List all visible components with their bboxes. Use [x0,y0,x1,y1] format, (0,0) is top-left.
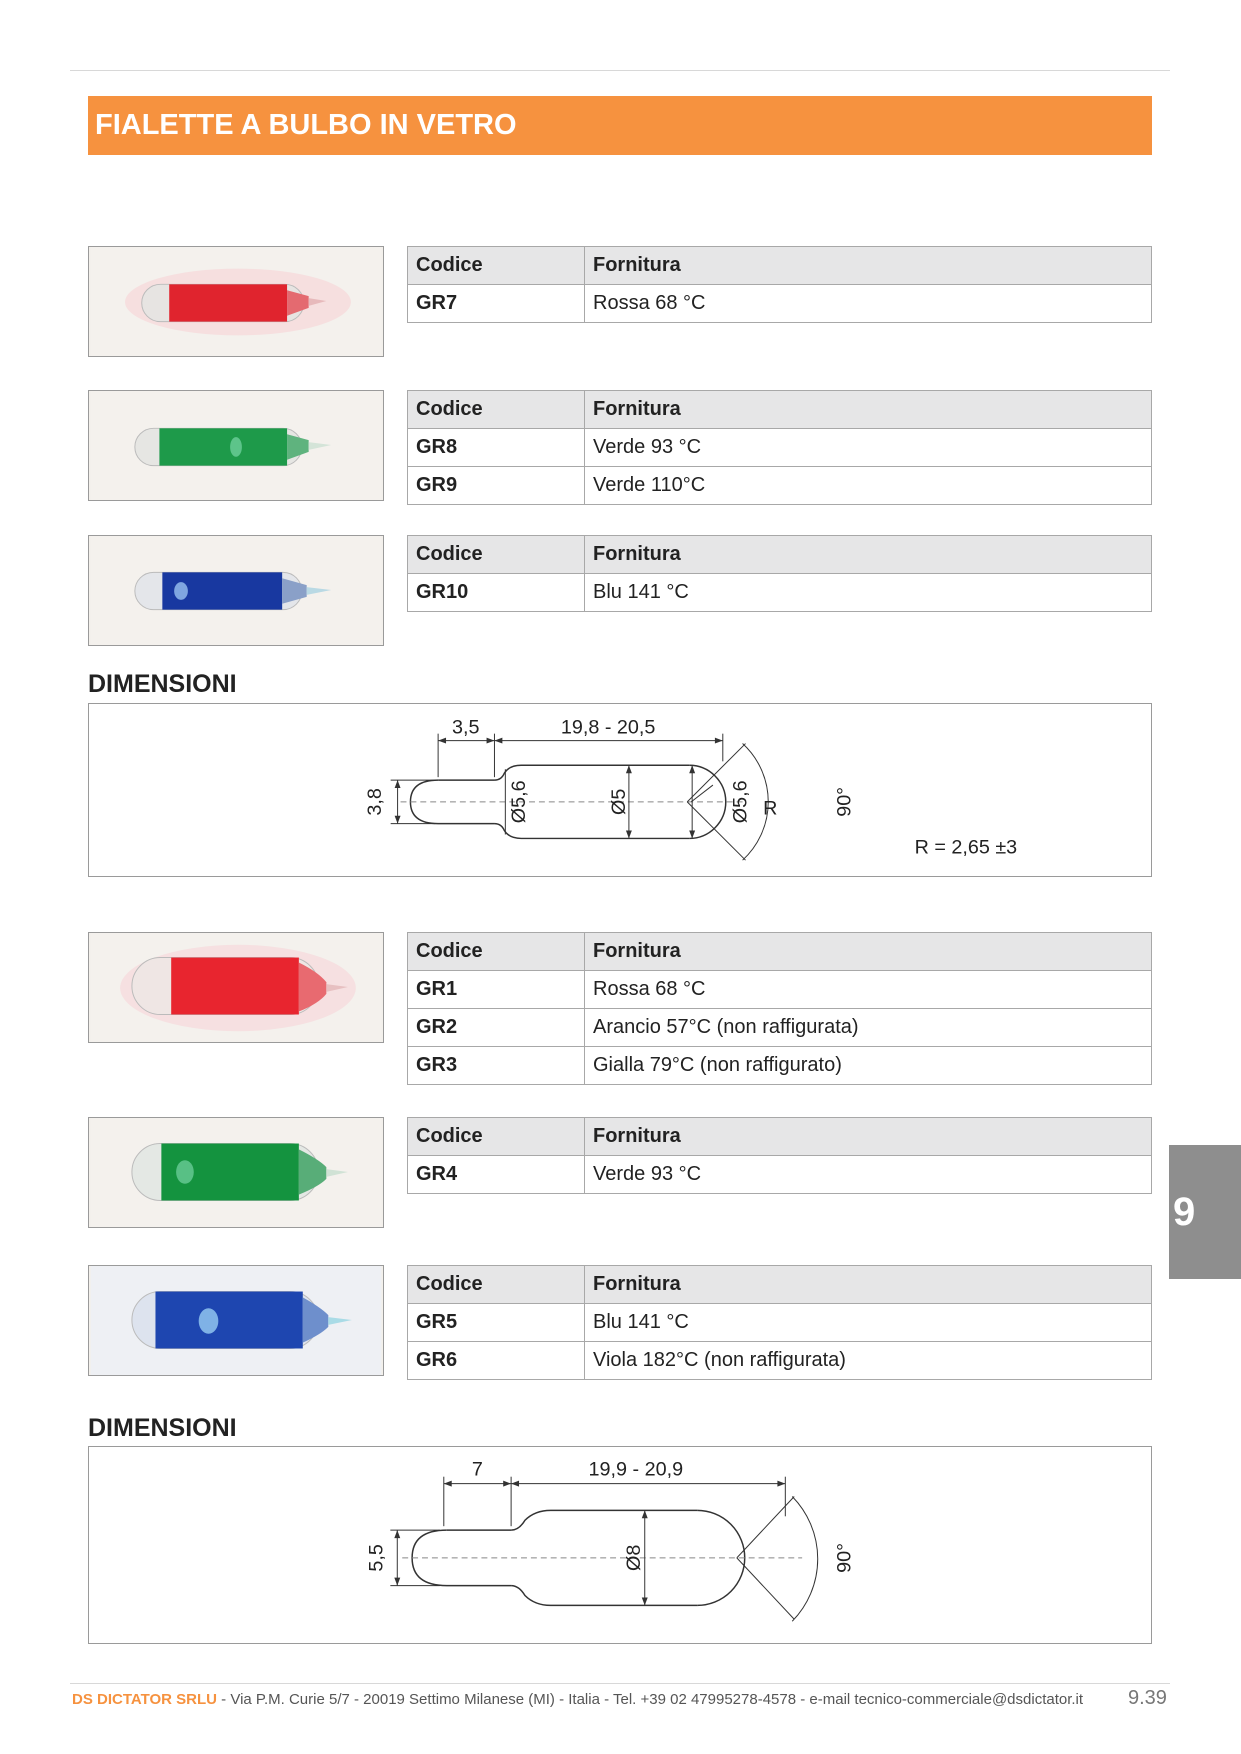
product-code: GR7 [408,285,585,323]
vial-image [89,1118,383,1227]
table-row [408,429,1152,467]
product-code: GR3 [408,1047,585,1085]
dim-neck-diameter: 5,5 [365,1544,388,1572]
header-supply: Fornitura [585,1118,1152,1156]
table-row [408,1009,1152,1047]
technical-drawing [89,704,1151,876]
vial-photo-blue-large [88,1265,384,1376]
section-title: FIALETTE A BULBO IN VETRO [88,96,1152,155]
product-supply: Rossa 68 °C [585,285,1152,323]
product-supply: Blu 141 °C [585,574,1152,612]
table-row [408,971,1152,1009]
vial-image [89,247,383,356]
product-supply: Gialla 79°C (non raffigurato) [585,1047,1152,1085]
vial-image [89,933,383,1042]
product-supply: Verde 93 °C [585,429,1152,467]
table-row [408,1342,1152,1380]
vial-photo-green-small [88,390,384,501]
table-row [408,285,1152,323]
spec-table-gr10 [407,535,1152,612]
header-supply: Fornitura [585,391,1152,429]
chapter-tab [1169,1145,1241,1279]
company-address: - Via P.M. Curie 5/7 - 20019 Settimo Milanese (MI) - Italia - Tel. +39 02 47995278-4578 - e-mail tecnico-commerciale@dsdictator.it [217,1691,1084,1708]
spec-table-gr8-gr9 [407,390,1152,505]
dim-angle: 90° [833,786,856,817]
dim-angle: 90° [833,1542,856,1573]
company-name: DS DICTATOR SRLU [72,1691,217,1708]
table-row [408,1304,1152,1342]
dim-body-length: 19,8 - 20,5 [560,716,656,739]
technical-drawing [89,1447,1151,1643]
product-code: GR6 [408,1342,585,1380]
header-supply: Fornitura [585,1266,1152,1304]
header-supply: Fornitura [585,247,1152,285]
header-code: Codice [408,536,585,574]
product-supply: Blu 141 °C [585,1304,1152,1342]
dim-neck-diameter: 3,8 [363,788,386,816]
dim-body-diameter: Ø5 [607,788,630,816]
header-code: Codice [408,1266,585,1304]
vial-image [89,391,383,500]
header-code: Codice [408,247,585,285]
vial-image [89,1266,383,1375]
spec-table-gr5-gr6 [407,1265,1152,1380]
spec-table-gr7 [407,246,1152,323]
spec-table-gr1-gr3 [407,932,1152,1085]
vial-photo-red-large [88,932,384,1043]
table-row [408,574,1152,612]
dim-body-diameter: Ø8 [622,1544,645,1572]
dim-neck-length: 7 [471,1458,483,1481]
header-supply: Fornitura [585,933,1152,971]
product-code: GR4 [408,1156,585,1194]
product-code: GR5 [408,1304,585,1342]
vial-photo-red-small [88,246,384,357]
table-row [408,467,1152,505]
product-code: GR9 [408,467,585,505]
dim-shoulder-diameter: Ø5,6 [508,780,531,824]
header-supply: Fornitura [585,536,1152,574]
vial-photo-green-large [88,1117,384,1228]
product-code: GR1 [408,971,585,1009]
dimension-drawing-small [88,703,1152,877]
product-code: GR8 [408,429,585,467]
vial-image [89,536,383,645]
product-supply: Rossa 68 °C [585,971,1152,1009]
dimension-drawing-large [88,1446,1152,1644]
vial-photo-blue-small [88,535,384,646]
product-supply: Verde 110°C [585,467,1152,505]
footer [72,1691,1083,1708]
dimensions-heading: DIMENSIONI [88,1414,237,1442]
top-divider [70,70,1170,71]
header-code: Codice [408,1118,585,1156]
dim-radius-note: R = 2,65 ±3 [914,836,1018,859]
footer-divider [70,1683,1170,1684]
page-number: 9.39 [1128,1687,1167,1709]
header-code: Codice [408,391,585,429]
header-code: Codice [408,933,585,971]
dim-radius-label: R [763,797,778,820]
dimensions-heading: DIMENSIONI [88,670,237,698]
dim-body-length: 19,9 - 20,9 [588,1458,684,1481]
chapter-number: 9 [1173,1190,1196,1234]
dim-neck-length: 3,5 [452,716,480,739]
product-supply: Arancio 57°C (non raffigurata) [585,1009,1152,1047]
table-row [408,1047,1152,1085]
product-supply: Viola 182°C (non raffigurata) [585,1342,1152,1380]
dim-end-diameter: Ø5,6 [729,780,752,824]
product-code: GR2 [408,1009,585,1047]
product-code: GR10 [408,574,585,612]
product-supply: Verde 93 °C [585,1156,1152,1194]
table-row [408,1156,1152,1194]
spec-table-gr4 [407,1117,1152,1194]
